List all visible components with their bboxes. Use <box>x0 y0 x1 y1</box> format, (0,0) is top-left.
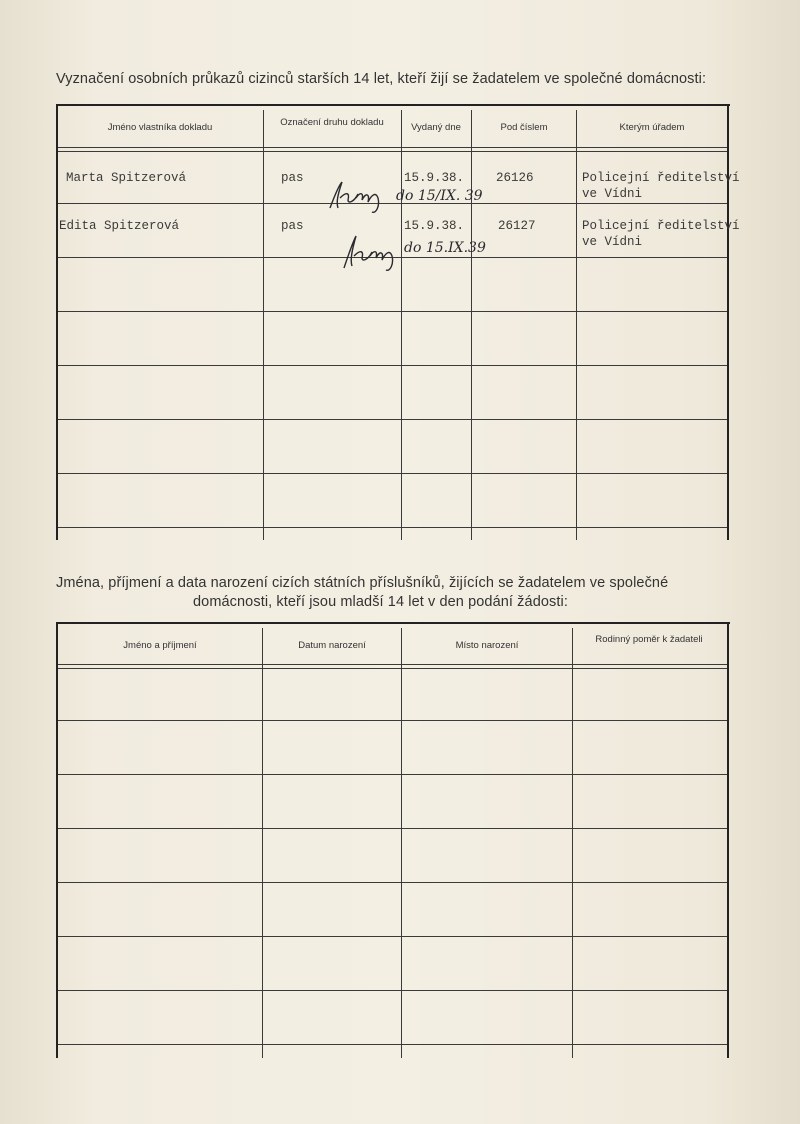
issued-date: 15.9.38. <box>404 171 465 185</box>
office-line2: ve Vídni <box>582 187 643 201</box>
office-line1: Policejní ředitelství <box>582 171 740 185</box>
owner-name: Marta Spitzerová <box>66 171 187 185</box>
office-line2: ve Vídni <box>582 235 643 249</box>
office-line1: Policejní ředitelství <box>582 219 740 233</box>
doc-number: 26126 <box>496 171 534 185</box>
col-header-doc-type: Označení druhu dokladu <box>280 117 384 128</box>
col-header-issued: Vydaný dne <box>411 122 461 133</box>
section1-heading: Vyznačení osobních průkazů cizinců starších 14 let, kteří žijí se žadatelem ve společné domácnosti: <box>56 71 707 87</box>
col-header-birth-place: Místo narození <box>455 640 519 651</box>
handwritten-validity: do 15.IX.39 <box>404 240 486 256</box>
doc-type: pas <box>281 219 304 233</box>
owner-name: Edita Spitzerová <box>59 219 180 233</box>
issued-date: 15.9.38. <box>404 219 465 233</box>
handwritten-validity: do 15/IX. 39 <box>396 188 483 204</box>
doc-number: 26127 <box>498 219 536 233</box>
col-header-birth-date: Datum narození <box>298 640 366 651</box>
col-header-relationship: Rodinný poměr k žadateli <box>595 634 703 645</box>
doc-type: pas <box>281 171 304 185</box>
col-header-owner-name: Jméno vlastníka dokladu <box>107 122 213 133</box>
section2-heading-line1: Jména, příjmení a data narození cizích státních příslušníků, žijících se žadatelem ve společné <box>56 575 669 591</box>
handwritten-signature <box>340 232 404 272</box>
section2-heading-line2: domácnosti, kteří jsou mladší 14 let v den podání žádosti: <box>193 594 568 610</box>
col-header-full-name: Jméno a příjmení <box>123 640 197 651</box>
col-header-office: Kterým úřadem <box>619 122 685 133</box>
col-header-number: Pod číslem <box>500 122 548 133</box>
handwritten-signature <box>326 178 396 214</box>
